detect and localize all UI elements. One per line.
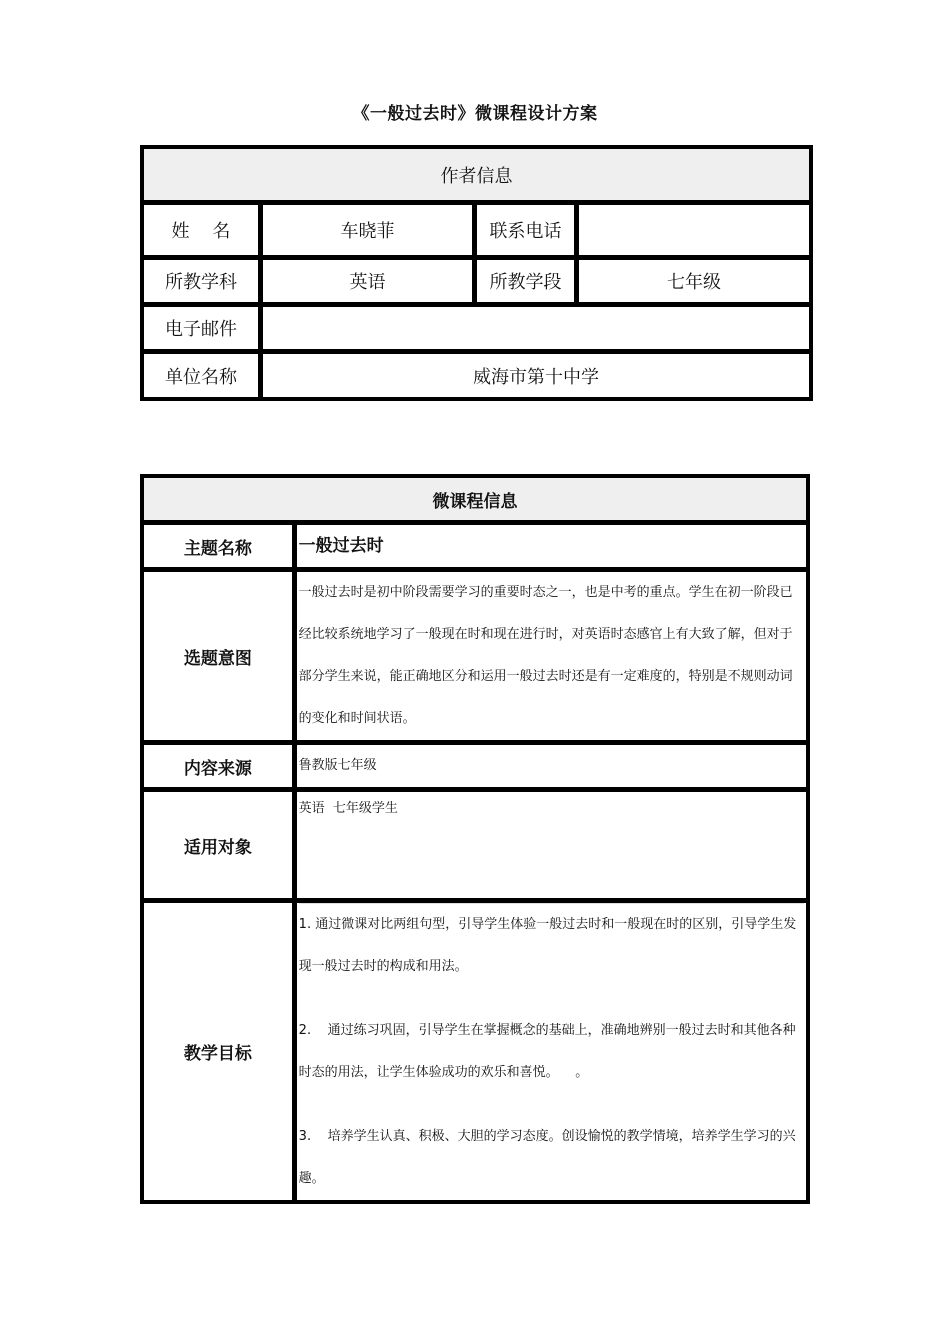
document-title: 《一般过去时》微课程设计方案 [352, 104, 598, 124]
topic-label: 主题名称 [143, 524, 293, 568]
name-label: 姓 名 [143, 204, 259, 256]
unit-label: 单位名称 [143, 353, 259, 398]
subject-value: 英语 [262, 259, 473, 303]
intent-label: 选题意图 [143, 571, 293, 741]
email-label: 电子邮件 [143, 306, 259, 350]
unit-value: 威海市第十中学 [262, 353, 810, 398]
course-info-table [140, 474, 810, 1204]
name-value: 车晓菲 [262, 204, 473, 256]
email-value [262, 306, 810, 350]
source-value: 鲁教版七年级 [296, 744, 807, 788]
source-label: 内容来源 [143, 744, 293, 788]
grade-value: 七年级 [578, 259, 810, 303]
author-info-table [140, 145, 813, 401]
intent-value: 一般过去时是初中阶段需要学习的重要时态之一，也是中考的重点。学生在初一阶段已经比较系统地学习了一般现在时和现在进行时，对英语时态感官上有大致了解，但对于部分学生来说，能正确地区分和运用一般过去时还是有一定难度的，特别是不规则动词的变化和时间状语。 [296, 571, 807, 741]
course-info-header: 微课程信息 [143, 477, 807, 521]
topic-value: 一般过去时 [296, 524, 807, 568]
audience-label: 适用对象 [143, 791, 293, 899]
subject-label: 所教学科 [143, 259, 259, 303]
goal-item-2: 2. 通过练习巩固，引导学生在掌握概念的基础上，准确地辨别一般过去时和其他各种时态的用法，让学生体验成功的欢乐和喜悦。 。 [298, 1023, 796, 1080]
goal-item-1: 1. 通过微课对比两组句型，引导学生体验一般过去时和一般现在时的区别，引导学生发现一般过去时的构成和用法。 [298, 917, 797, 974]
author-info-header: 作者信息 [143, 148, 810, 201]
goal-item-3: 3. 培养学生认真、积极、大胆的学习态度。创设愉悦的教学情境，培养学生学习的兴趣。 [298, 1129, 796, 1186]
phone-label: 联系电话 [476, 204, 575, 256]
grade-label: 所教学段 [476, 259, 575, 303]
goals-label: 教学目标 [143, 902, 293, 1201]
phone-value [578, 204, 810, 256]
audience-value: 英语 七年级学生 [296, 791, 807, 899]
goals-list [296, 902, 807, 1201]
